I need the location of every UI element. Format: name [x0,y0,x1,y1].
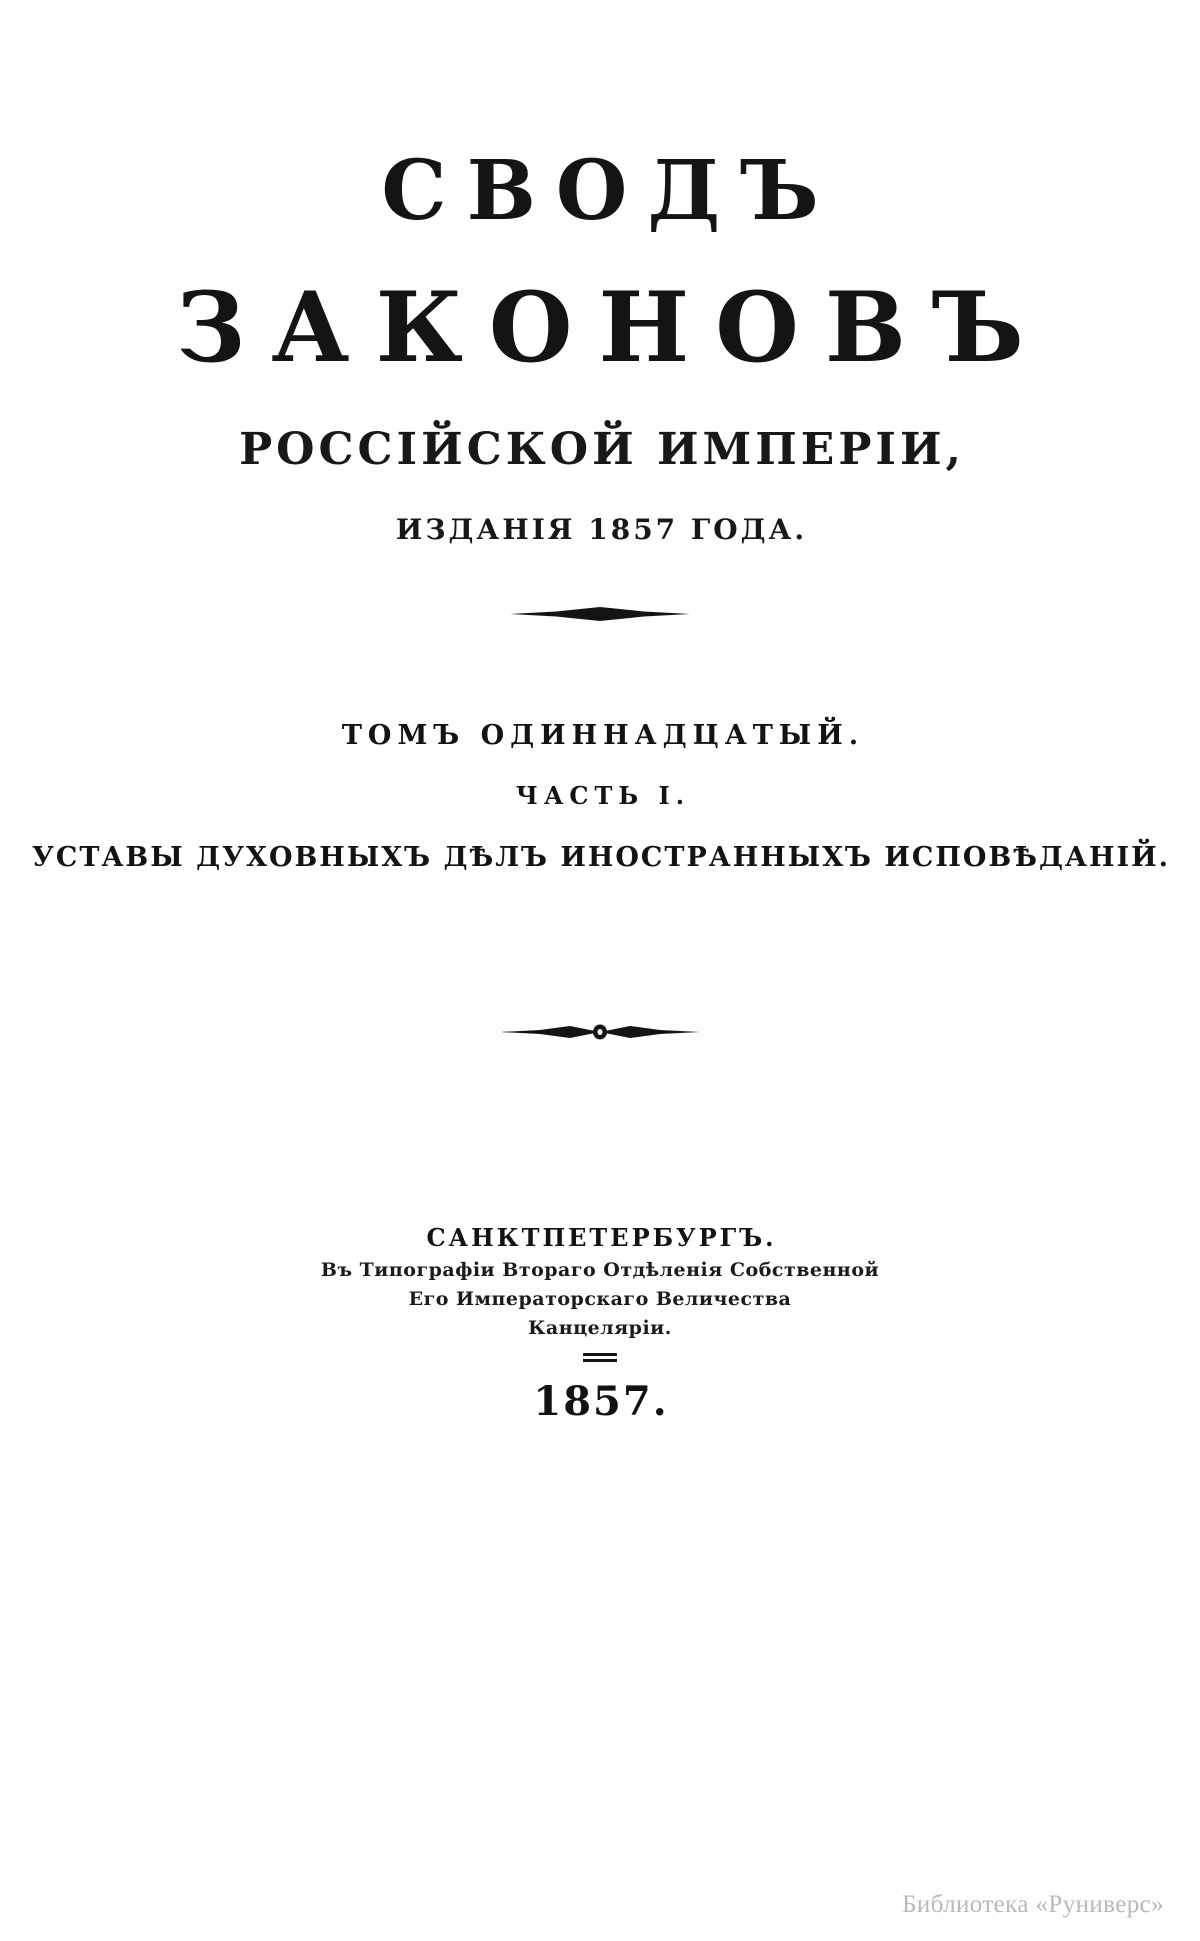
imprint-year: 1857. [533,1378,669,1425]
imprint-line-3: Канцеляріи. [528,1317,672,1339]
title-line-empire: РОССІЙСКОЙ ИМПЕРІИ, [239,424,965,475]
volume-line: ТОМЪ ОДИННАДЦАТЫЙ. [341,720,865,751]
imprint-line-2: Его Императорскаго Величества [408,1288,792,1310]
library-watermark: Библиотека «Руниверс» [902,1891,1164,1918]
imprint-divider [583,1353,617,1362]
part-line: ЧАСТЬ I. [515,781,691,810]
ornament-rule-top [0,606,1200,628]
imprint-city: САНКТПЕТЕРБУРГЪ. [426,1223,777,1252]
title-line-zakonov: ЗАКОНОВЪ [176,271,1050,384]
title-line-svod: СВОДЪ [381,143,839,239]
imprint-line-1: Въ Типографіи Втораго Отдѣленія Собственной [320,1259,880,1281]
edition-line: ИЗДАНІЯ 1857 ГОДА. [395,513,808,546]
ornament-rule-bottom [0,1023,1200,1045]
imprint-block [0,1223,1200,1425]
subtitle-line: УСТАВЫ ДУХОВНЫХЪ ДѢЛЪ ИНОСТРАННЫХЪ ИСПОВѢДАНІЙ. [31,842,1171,873]
